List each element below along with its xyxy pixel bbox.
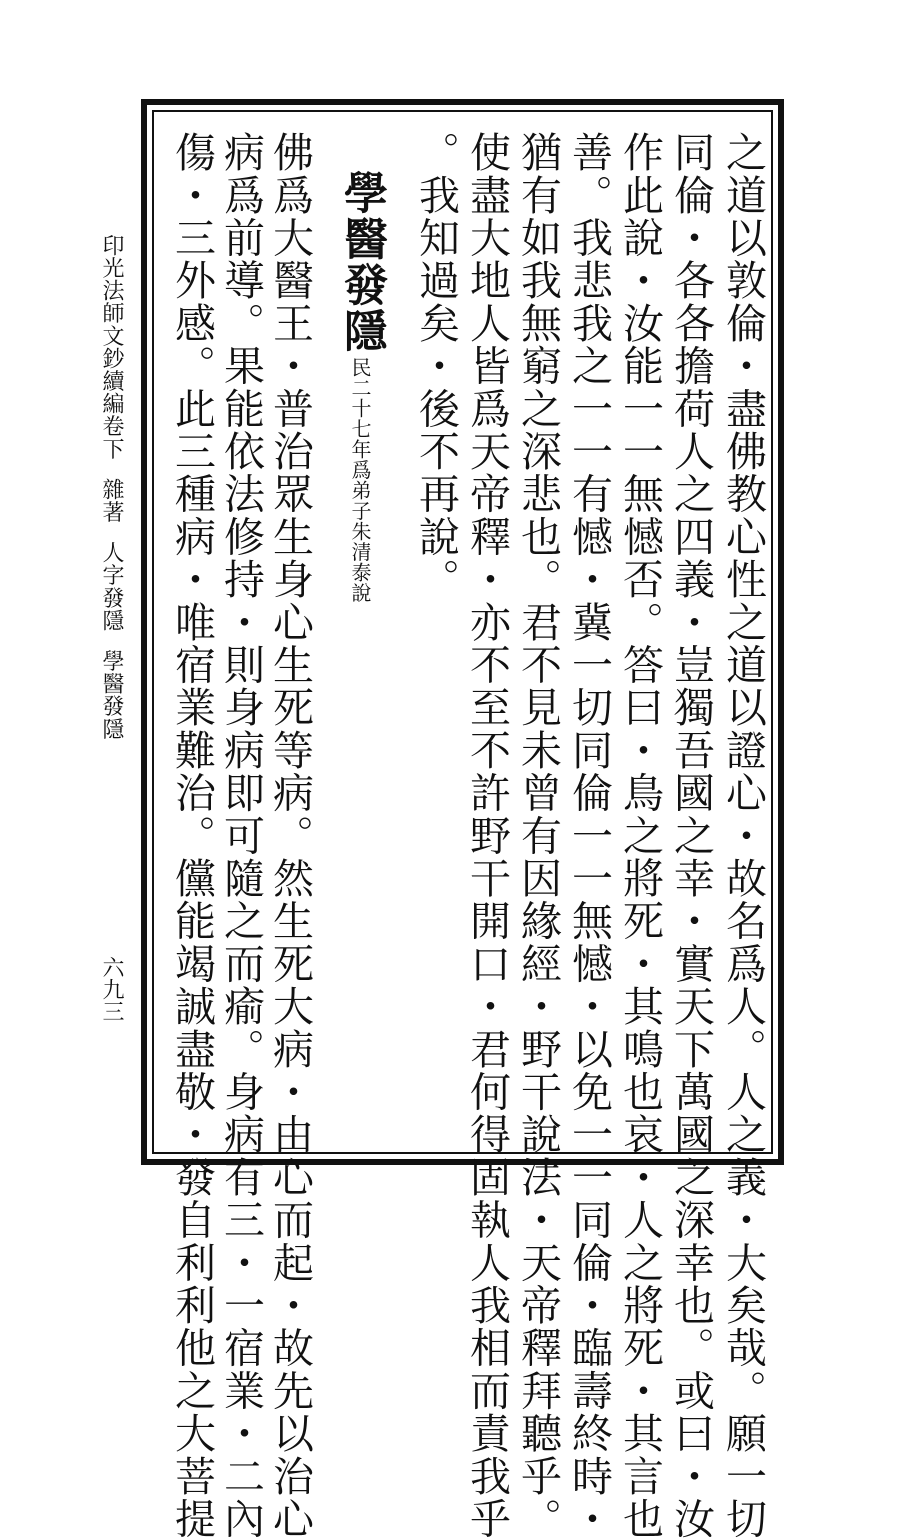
page-number: 六九三 <box>99 956 124 1022</box>
running-head-section: 雜著 <box>99 478 124 524</box>
running-head <box>96 234 122 740</box>
text-column-6: 使盡大地人皆爲天帝釋・亦不至不許野干開口・君何得固執人我相而責我乎 <box>463 131 511 1540</box>
text-column-3: 作此說・汝能一一無憾否。答曰・鳥之將死・其鳴也哀・人之將死・其言也 <box>616 131 664 1540</box>
running-head-book-title: 印光法師文鈔續編卷下 <box>99 234 124 460</box>
article-column-1: 佛爲大醫王・普治眾生身心生死等病。然生死大病・由心而起・故先以治心 <box>266 131 314 1540</box>
text-column-5: 猶有如我無窮之深悲也。君不見未曾有因緣經・野干說法・天帝釋拜聽乎。 <box>514 131 562 1540</box>
article-title: 學醫發隱 <box>336 170 387 354</box>
text-column-1: 之道以敦倫・盡佛教心性之道以證心・故名爲人。人之義・大矣哉。願一切 <box>719 131 767 1540</box>
running-head-article-2: 學醫發隱 <box>99 649 124 741</box>
running-head-article-1: 人字發隱 <box>99 541 124 632</box>
text-column-4: 善。我悲我之一一有憾・冀一切同倫一一無憾・以免一一同倫・臨壽終時・ <box>565 131 613 1540</box>
article-subtitle: 民二十七年爲弟子朱清泰說 <box>348 357 372 603</box>
text-column-7: 。我知過矣・後不再說。 <box>412 131 460 601</box>
text-column-2: 同倫・各各擔荷人之四義・豈獨吾國之幸・實天下萬國之深幸也。或曰・汝 <box>667 131 715 1540</box>
article-column-2: 病爲前導。果能依法修持・則身病即可隨之而瘉。身病有三・一宿業・二內 <box>217 131 265 1540</box>
article-column-3: 傷・三外感。此三種病・唯宿業難治。儻能竭誠盡敬・發自利利他之大菩提 <box>168 131 216 1540</box>
